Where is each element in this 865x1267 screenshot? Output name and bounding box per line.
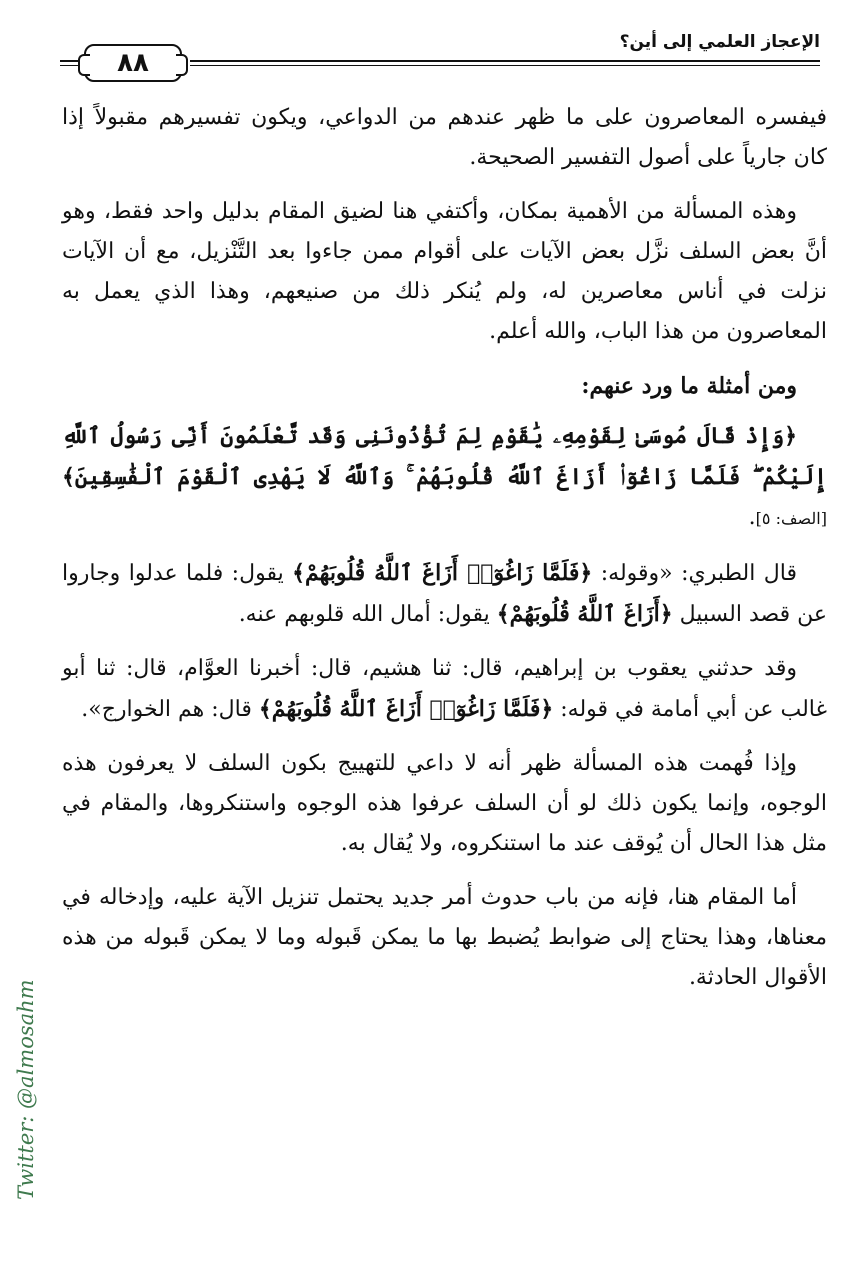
paragraph-2: وهذه المسألة من الأهمية بمكان، وأكتفي هنا لضيق المقام بدليل واحد فقط، وهو أنَّ بعض السلف نزَّل بعض الآيات على أقوام ممن جاءوا بعد التَّنْزيل، مع أن الآيات نزلت في أناس معاصرين له، ولم يُنكر ذلك من صنيعهم، وهذا الذي يعمل به المعاصرون من هذا الباب، والله أعلم. [62, 199, 827, 344]
quran-quote-3: ﴿فَلَمَّا زَاغُوٓا۟ أَزَاغَ ٱللَّهُ قُلُوبَهُمْ﴾ [258, 696, 554, 722]
tabari-text-b: يقول: فلما عدلوا وجاروا عن قصد السبيل [62, 561, 827, 627]
tabari-paragraph [62, 553, 827, 635]
verse-reference: [الصف: ٥] [755, 509, 827, 528]
verse-paragraph [62, 416, 827, 539]
page-body [62, 98, 827, 1012]
page-header [60, 26, 820, 86]
tabari-text-c: يقول: أمال الله قلوبهم عنه. [238, 602, 497, 627]
examples-heading: ومن أمثلة ما ورد عنهم: [581, 373, 797, 399]
quran-quote-2: ﴿أَزَاغَ ٱللَّهُ قُلُوبَهُمْ﴾ [496, 601, 673, 627]
narration-paragraph [62, 649, 827, 730]
twitter-watermark: Twitter: @almosahm [14, 979, 38, 1200]
running-title: الإعجاز العلمي إلى أين؟ [619, 32, 820, 52]
page-number: ٨٨ [84, 44, 182, 82]
narration-text-b: قال: هم الخوارج». [81, 697, 259, 722]
paragraph-7: أما المقام هنا، فإنه من باب حدوث أمر جديد يحتمل تنزيل الآية عليه، وإدخاله في معناها، وهذا يحتاج إلى ضوابط يُضبط بها ما يمكن قَبوله وما لا يمكن قَبوله من هذه الأقوال الحادثة. [62, 885, 827, 990]
tabari-text-a: قال الطبري: «وقوله: [592, 561, 797, 586]
header-rule-left [60, 60, 80, 62]
header-rule-left-thin [60, 65, 80, 66]
paragraph-6: وإذا فُهمت هذه المسألة ظهر أنه لا داعي للتهييج بكون السلف لا يعرفون هذه الوجوه، وإنما يكون ذلك لو أن السلف عرفوا هذه الوجوه واستنكروها، والمقام في مثل هذا الحال أن يُوقف عند ما استنكروه، ولا يُقال به. [62, 751, 827, 856]
header-rule-thick [190, 60, 820, 62]
quran-quote-1: ﴿فَلَمَّا زَاغُوٓا۟ أَزَاغَ ٱللَّهُ قُلُوبَهُمْ﴾ [292, 560, 593, 586]
quran-verse: ﴿وَإِذْ قَالَ مُوسَىٰ لِقَوْمِهِۦ يَٰقَوْمِ لِمَ تُؤْذُونَنِى وَقَد تَّعْلَمُونَ أَنِّى رَسُولُ ٱللَّهِ إِلَيْكُمْ ۖ فَلَمَّا زَاغُوٓا۟ أَزَاغَ ٱللَّهُ قُلُوبَهُمْ ۚ وَٱللَّهُ لَا يَهْدِى ٱلْقَوْمَ ٱلْفَٰسِقِينَ﴾ [62, 423, 827, 490]
verse-end: . [748, 505, 756, 530]
header-rule-thin [190, 65, 820, 66]
paragraph-1: فيفسره المعاصرون على ما ظهر عندهم من الدواعي، ويكون تفسيرهم مقبولاً إذا كان جارياً على أصول التفسير الصحيحة. [62, 105, 827, 170]
narration-text-a: وقد حدثني يعقوب بن إبراهيم، قال: ثنا هشيم، قال: أخبرنا العوَّام، قال: ثنا أبو غالب عن أبي أمامة في قوله: [62, 656, 827, 722]
